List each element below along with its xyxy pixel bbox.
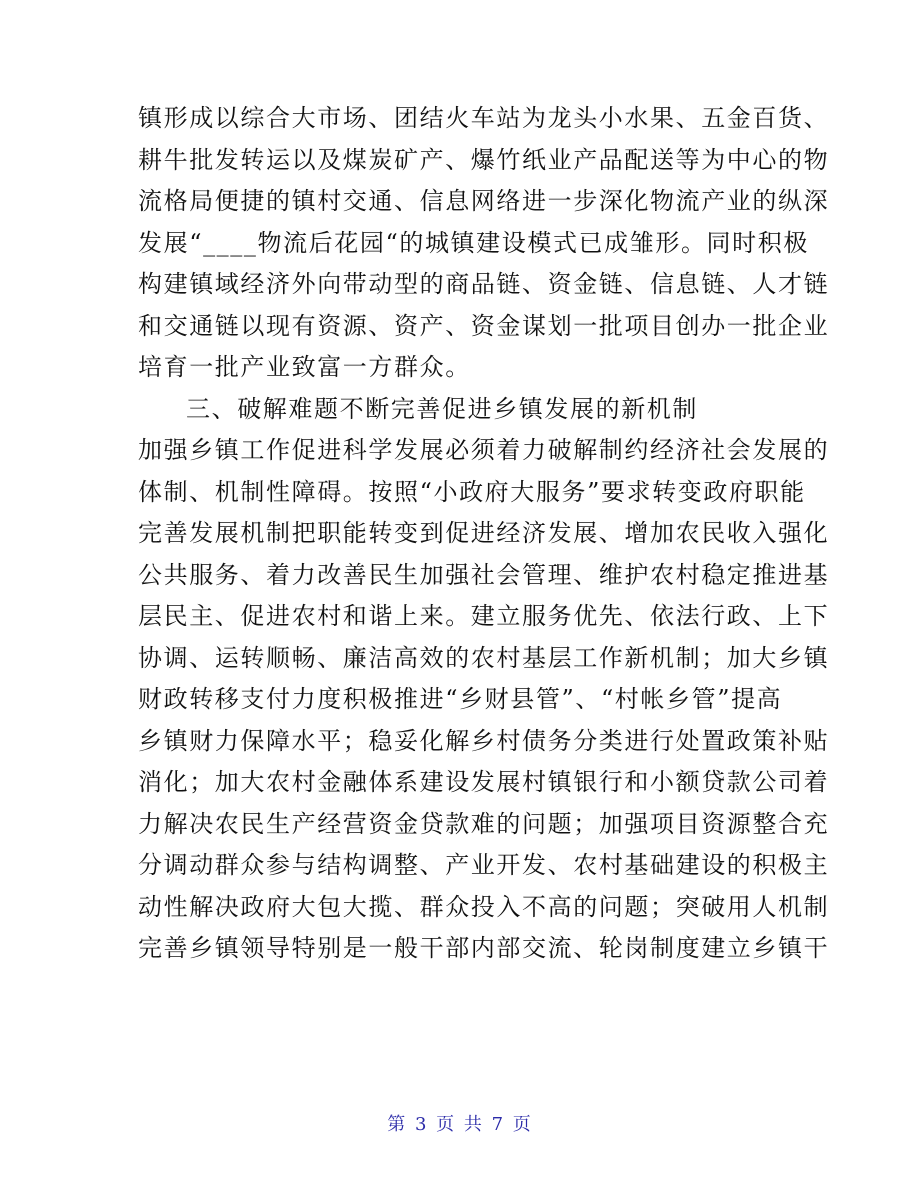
text-line: 动性解决政府大包大揽、群众投入不高的问题；突破用人机制 (138, 892, 830, 921)
body-text (138, 98, 830, 970)
text-line: 培育一批产业致富一方群众。 (138, 353, 471, 381)
text-line: 完善发展机制把职能转变到促进经济发展、增加农民收入强化 (138, 519, 830, 547)
text-line: 耕牛批发转运以及煤炭矿产、爆竹纸业产品配送等为中心的物 (138, 145, 830, 174)
text-line: 财政转移支付力度积极推进“乡财县管”、“村帐乡管”提高 (138, 685, 783, 713)
text-line: 和交通链以现有资源、资产、资金谋划一批项目创办一批企业 (138, 311, 830, 340)
text-line: 分调动群众参与结构调整、产业开发、农村基础建设的积极主 (138, 851, 830, 879)
section-heading: 三、破解难题不断完善促进乡镇发展的新机制 (186, 394, 698, 423)
text-line: 加强乡镇工作促进科学发展必须着力破解制约经济社会发展的 (138, 436, 830, 464)
page-number-footer: 第 3 页 共 7 页 (387, 1114, 533, 1135)
text-line: 体制、机制性障碍。按照“小政府大服务”要求转变政府职能 (138, 477, 806, 506)
text-line: 公共服务、着力改善民生加强社会管理、维护农村稳定推进基 (138, 560, 830, 589)
text-line: 协调、运转顺畅、廉洁高效的农村基层工作新机制；加大乡镇 (138, 643, 830, 672)
text-line: 层民主、促进农村和谐上来。建立服务优先、依法行政、上下 (138, 602, 830, 630)
text-line: 消化；加大农村金融体系建设发展村镇银行和小额贷款公司着 (138, 768, 830, 796)
text-line: 发展“____物流后花园“的城镇建设模式已成雏形。同时积极 (138, 228, 809, 257)
text-line: 镇形成以综合大市场、团结火车站为龙头小水果、五金百货、 (138, 104, 830, 132)
text-line: 流格局便捷的镇村交通、信息网络进一步深化物流产业的纵深 (138, 187, 830, 215)
text-line: 完善乡镇领导特别是一般干部内部交流、轮岗制度建立乡镇干 (138, 934, 830, 962)
text-line: 乡镇财力保障水平；稳妥化解乡村债务分类进行处置政策补贴 (138, 726, 830, 755)
text-line: 构建镇域经济外向带动型的商品链、资金链、信息链、人才链 (138, 270, 830, 298)
text-line: 力解决农民生产经营资金贷款难的问题；加强项目资源整合充 (138, 809, 830, 838)
